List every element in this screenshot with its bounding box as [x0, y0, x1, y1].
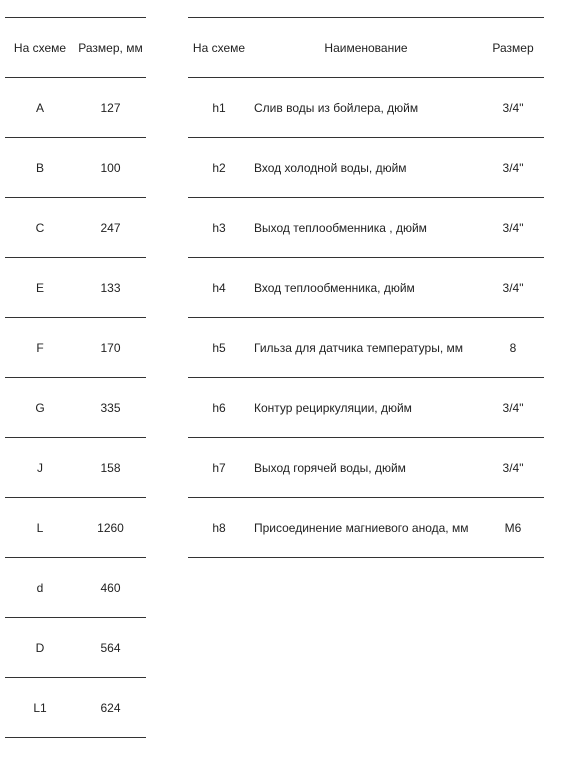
connection-label: h4 [188, 258, 250, 318]
connection-label: h5 [188, 318, 250, 378]
table-row [5, 198, 146, 258]
dimension-label: G [5, 378, 75, 438]
table-row [5, 498, 146, 558]
connection-name: Вход холодной воды, дюйм [250, 138, 482, 198]
dimension-label: L [5, 498, 75, 558]
connection-name: Выход теплообменника , дюйм [250, 198, 482, 258]
dimension-value: 158 [75, 438, 146, 498]
dimension-value: 247 [75, 198, 146, 258]
dimension-value: 170 [75, 318, 146, 378]
dimension-value: 460 [75, 558, 146, 618]
dimension-value: 100 [75, 138, 146, 198]
table-row [188, 138, 544, 198]
table-row [188, 78, 544, 138]
table-row [5, 558, 146, 618]
table-row [5, 318, 146, 378]
dimensions-header-size: Размер, мм [75, 18, 146, 78]
table-row [5, 438, 146, 498]
table-row [188, 378, 544, 438]
connections-table [188, 17, 544, 558]
table-row [5, 258, 146, 318]
dimension-value: 335 [75, 378, 146, 438]
dimension-value: 127 [75, 78, 146, 138]
connection-name: Контур рециркуляции, дюйм [250, 378, 482, 438]
connection-size: 8 [482, 318, 544, 378]
connection-name: Слив воды из бойлера, дюйм [250, 78, 482, 138]
connection-label: h6 [188, 378, 250, 438]
connection-name: Гильза для датчика температуры, мм [250, 318, 482, 378]
connection-size: 3/4" [482, 438, 544, 498]
dimension-label: F [5, 318, 75, 378]
connection-label: h2 [188, 138, 250, 198]
dimension-label: A [5, 78, 75, 138]
table-row [188, 498, 544, 558]
table-row [5, 378, 146, 438]
connection-name: Выход горячей воды, дюйм [250, 438, 482, 498]
connection-size: 3/4" [482, 78, 544, 138]
dimension-label: B [5, 138, 75, 198]
dimension-label: D [5, 618, 75, 678]
connection-size: 3/4" [482, 138, 544, 198]
dimension-label: E [5, 258, 75, 318]
connection-label: h8 [188, 498, 250, 558]
table-row [188, 258, 544, 318]
table-row [188, 318, 544, 378]
dimension-label: d [5, 558, 75, 618]
connection-size: М6 [482, 498, 544, 558]
connection-size: 3/4" [482, 198, 544, 258]
table-row [188, 198, 544, 258]
dimensions-table [5, 17, 146, 738]
connections-header-label: На схеме [188, 18, 250, 78]
connections-header-name: Наименование [250, 18, 482, 78]
table-row [188, 438, 544, 498]
connection-size: 3/4" [482, 258, 544, 318]
dimension-value: 624 [75, 678, 146, 738]
dimension-label: J [5, 438, 75, 498]
dimension-value: 133 [75, 258, 146, 318]
table-row [5, 78, 146, 138]
dimension-value: 1260 [75, 498, 146, 558]
connection-label: h1 [188, 78, 250, 138]
connection-label: h3 [188, 198, 250, 258]
connections-header-size: Размер [482, 18, 544, 78]
dimensions-header-row [5, 18, 146, 78]
dimension-value: 564 [75, 618, 146, 678]
connection-label: h7 [188, 438, 250, 498]
connection-name: Присоединение магниевого анода, мм [250, 498, 482, 558]
connection-name: Вход теплообменника, дюйм [250, 258, 482, 318]
connection-size: 3/4" [482, 378, 544, 438]
table-row [5, 618, 146, 678]
table-row [5, 138, 146, 198]
connections-header-row [188, 18, 544, 78]
dimensions-header-label: На схеме [5, 18, 75, 78]
table-row [5, 678, 146, 738]
dimension-label: C [5, 198, 75, 258]
dimension-label: L1 [5, 678, 75, 738]
